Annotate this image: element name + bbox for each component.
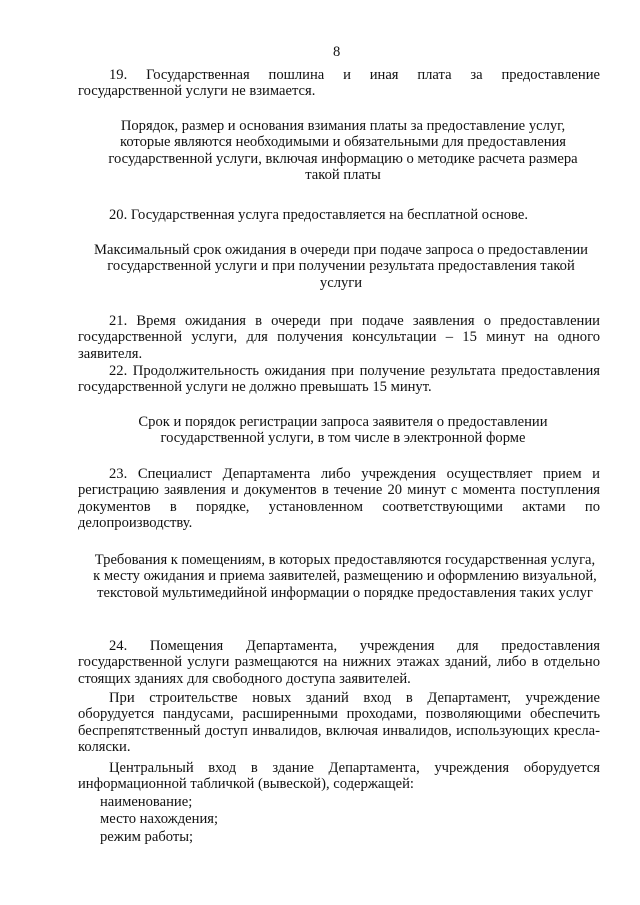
- paragraph-20: 20. Государственная услуга предоставляется на бесплатной основе.: [109, 207, 528, 223]
- paragraph-22: 22. Продолжительность ожидания при получение результата предоставления государственной услуги не должно превышать 15 минут.: [78, 363, 600, 396]
- signage-list: [78, 794, 600, 845]
- paragraph-19: 19. Государственная пошлина и иная плата за предоставление государственной услуги не взимается.: [78, 67, 600, 100]
- paragraph-23: 23. Специалист Департамента либо учреждения осуществляет прием и регистрацию заявления и документов в течение 20 минут с момента поступления документов в порядке, установленном соответствующими актами по делопроизводству.: [78, 466, 600, 532]
- paragraph-21: 21. Время ожидания в очереди при подаче заявления о предоставлении государственной услуги, для получения консультации – 15 минут на одного заявителя.: [78, 313, 600, 362]
- paragraph-24a: 24. Помещения Департамента, учреждения для предоставления государственной услуги размещаются на нижних этажах зданий, либо в отдельно стоящих зданиях для свободного доступа заявителей.: [78, 638, 600, 687]
- page-number: 8: [333, 44, 341, 60]
- heading-registration: Срок и порядок регистрации запроса заявителя о предоставлении государственной услуги, в том числе в электронной форме: [138, 414, 548, 447]
- paragraph-24b: При строительстве новых зданий вход в Департамент, учреждение оборудуется пандусами, расширенными проходами, позволяющими обеспечить беспрепятственный доступ инвалидов, включая инвалидов, использующих кресла-коляски.: [78, 690, 600, 756]
- list-item: режим работы;: [100, 828, 194, 845]
- heading-premises: Требования к помещениям, в которых предоставляются государственная услуга, к месту ожидания и приема заявителей, размещению и оформлению визуальной, текстовой мультимедийной информации о порядке предоставления таких услуг: [93, 552, 597, 601]
- list-item: место нахождения;: [100, 811, 219, 828]
- heading-max-waiting: Максимальный срок ожидания в очереди при подаче запроса о предоставлении государственной услуги и при получении результата предоставления такой услуги: [94, 242, 588, 291]
- heading-fee-procedure: Порядок, размер и основания взимания платы за предоставление услуг, которые являются необходимыми и обязательными для предоставления государственной услуги, включая информацию о методике расчета размера такой платы: [108, 118, 578, 184]
- paragraph-24c: Центральный вход в здание Департамента, учреждения оборудуется информационной табличкой (вывеской), содержащей:: [78, 760, 600, 793]
- list-item: наименование;: [100, 794, 193, 810]
